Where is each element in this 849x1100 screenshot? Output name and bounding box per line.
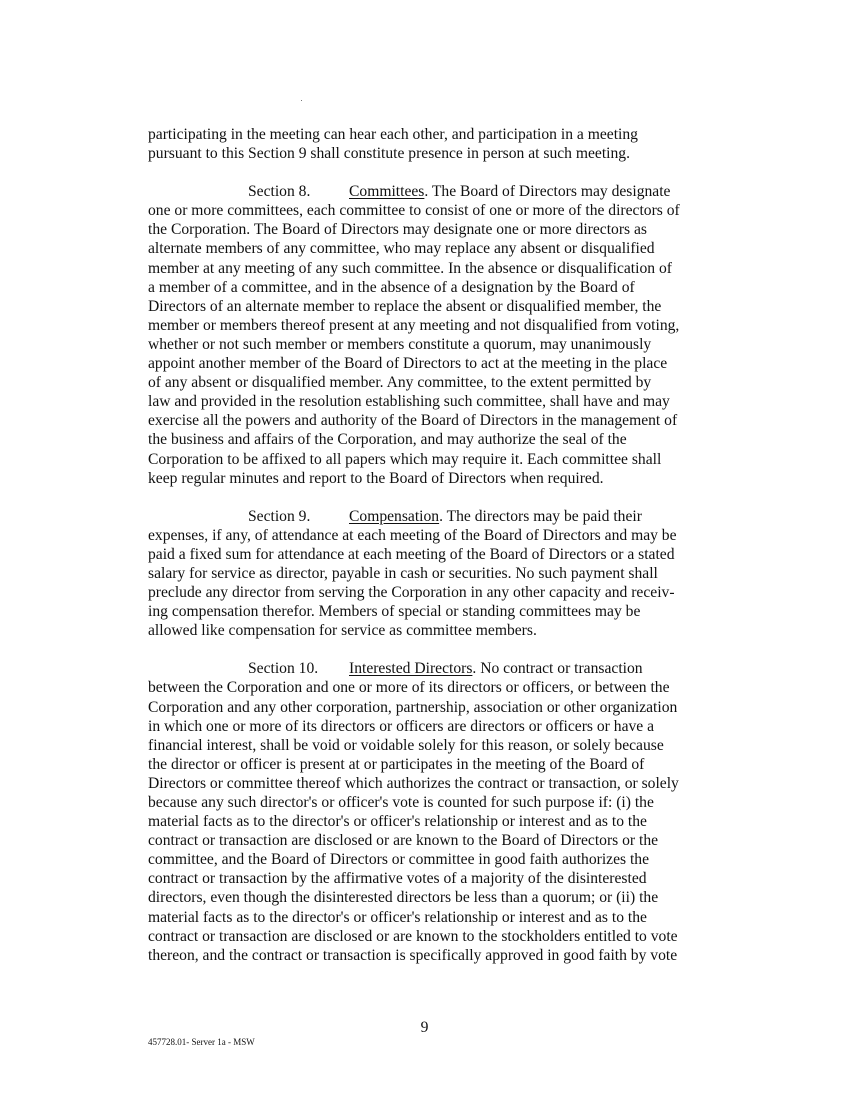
section-10-line: financial interest, shall be void or voidable solely for this reason, or solely because [148,736,664,754]
section-8-label: Section 8. [248,183,311,201]
section-10-line: Directors or committee thereof which authorizes the contract or transaction, or solely [148,774,679,792]
section-10-title: Interested Directors [349,660,473,678]
section-9-line: expenses, if any, of attendance at each meeting of the Board of Directors and may be [148,526,677,544]
section-10-line: thereon, and the contract or transaction is specifically approved in good faith by vote [148,946,678,964]
section-8-line: a member of a committee, and in the absence of a designation by the Board of [148,278,635,296]
section-8-line: one or more committees, each committee to consist of one or more of the directors of [148,202,680,220]
intro-line: pursuant to this Section 9 shall constitute presence in person at such meeting. [148,145,631,163]
section-10-line: committee, and the Board of Directors or committee in good faith authorizes the [148,851,650,869]
section-9-line: paid a fixed sum for attendance at each meeting of the Board of Directors or a stated [148,545,675,563]
section-10-line: contract or transaction by the affirmative votes of a majority of the disinterested [148,870,647,888]
footer-document-id: 457728.01- Server 1a - MSW [148,1037,255,1047]
section-8-line: keep regular minutes and report to the Board of Directors when required. [148,469,604,487]
page-number: 9 [420,1019,429,1036]
intro-line: participating in the meeting can hear each other, and participation in a meeting [148,126,638,143]
section-8-line: of any absent or disqualified member. Any committee, to the extent permitted by [148,374,652,392]
section-10-line: the director or officer is present at or participates in the meeting of the Board of [148,755,645,773]
document-body [148,125,720,965]
section-10-line: between the Corporation and one or more of its directors or officers, or between the [148,679,670,697]
section-8-line: Directors of an alternate member to replace the absent or disqualified member, the [148,297,662,315]
section-9-title: Compensation [349,507,440,525]
section-10-line: directors, even though the disinterested directors be less than a quorum; or (ii) the [148,889,659,907]
section-10-line: in which one or more of its directors or officers are directors or officers or have a [148,717,655,735]
section-9-line: ing compensation therefor. Members of special or standing committees may be [148,603,641,621]
scan-speck [301,100,302,101]
section-10-first-line: . No contract or transaction [472,660,643,678]
section-8-line: alternate members of any committee, who may replace any absent or disqualified [148,240,655,258]
section-8-line: the business and affairs of the Corporation, and may authorize the seal of the [148,431,627,449]
intro-paragraph [148,125,720,163]
section-9-line: preclude any director from serving the Corporation in any other capacity and receiv- [148,584,675,602]
section-8-paragraph [148,182,720,488]
section-10-line: because any such director's or officer's vote is counted for such purpose if: (i) the [148,794,654,811]
section-8-line: member or members thereof present at any meeting and not disqualified from voting, [148,316,680,334]
section-9-line: allowed like compensation for service as committee members. [148,622,537,640]
section-10-line: contract or transaction are disclosed or are known to the Board of Directors or the [148,832,659,850]
section-8-line: member at any meeting of any such committee. In the absence or disqualification of [148,259,672,277]
section-10-line: Corporation and any other corporation, partnership, association or other organization [148,698,678,716]
section-8-line: whether or not such member or members constitute a quorum, may unanimously [148,335,652,353]
section-8-line: appoint another member of the Board of Directors to act at the meeting in the place [148,355,668,373]
section-9-line: salary for service as director, payable in cash or securities. No such payment shall [148,564,658,582]
section-8-line: exercise all the powers and authority of the Board of Directors in the management of [148,412,678,430]
section-8-line: Corporation to be affixed to all papers which may require it. Each committee shall [148,450,662,468]
section-9-paragraph [148,507,720,641]
section-10-paragraph [148,659,720,965]
section-8-first-line: . The Board of Directors may designate [424,183,671,201]
section-8-line: the Corporation. The Board of Directors may designate one or more directors as [148,221,647,239]
section-10-line: material facts as to the director's or officer's relationship or interest and as to the [148,813,647,831]
section-10-label: Section 10. [248,660,319,678]
section-10-line: contract or transaction are disclosed or are known to the stockholders entitled to vote [148,927,678,945]
section-9-first-line: . The directors may be paid their [439,507,642,525]
section-8-title: Committees [349,183,425,201]
section-8-line: law and provided in the resolution establishing such committee, shall have and may [148,393,670,411]
section-10-line: material facts as to the director's or officer's relationship or interest and as to the [148,908,647,926]
section-9-label: Section 9. [248,507,311,525]
